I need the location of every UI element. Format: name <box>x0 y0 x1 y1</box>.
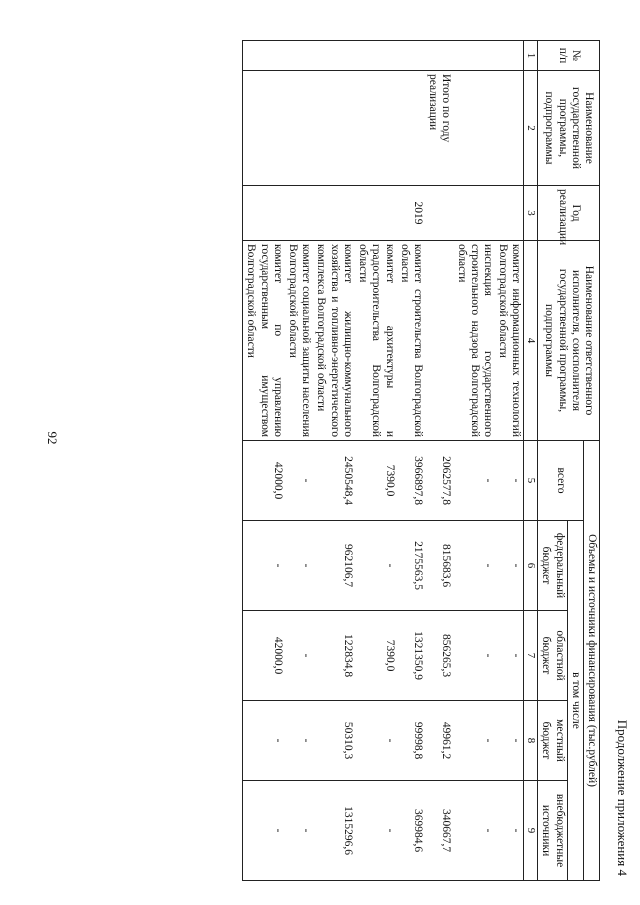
extrabudget-cell: - <box>495 781 524 881</box>
header-funding: Объемы и источники финансирования (тыс.рублей) <box>583 441 599 881</box>
executor-name-cell: комитет архитектуры и градостроительства Волгоградской области <box>355 241 397 441</box>
header-program: Наименование государственной программы, подпрограммы <box>538 71 600 186</box>
extrabudget-cell: 1315296,6 <box>313 781 355 881</box>
col-number: 2 <box>524 71 538 186</box>
executor-name-cell: комитет информационных технологий Волгоградской области <box>495 241 524 441</box>
program-cell: Итого по году реализации <box>425 71 453 186</box>
year-cell <box>285 186 313 241</box>
local-cell: - <box>285 701 313 781</box>
extrabudget-cell: 369984,6 <box>397 781 425 881</box>
executor-name-cell: комитет жилищно-коммунального хозяйства и топливно-энергетического комплекса Волгоградской области <box>313 241 355 441</box>
year-cell: 2019 <box>397 186 425 241</box>
col-number: 8 <box>524 701 538 781</box>
extrabudget-cell: 340667,7 <box>425 781 453 881</box>
executor-name-cell: комитет по управлению государственным имуществом Волгоградской области <box>243 241 285 441</box>
local-cell: 49961,2 <box>425 701 453 781</box>
col-number: 3 <box>524 186 538 241</box>
year-cell <box>243 186 285 241</box>
executor-name-cell: инспекция государственного строительного надзора Волгоградской области <box>453 241 495 441</box>
page-number: 92 <box>45 431 60 445</box>
year-cell <box>425 186 453 241</box>
header-extrabudget: внебюджетные источники <box>538 781 567 881</box>
program-cell <box>243 71 285 186</box>
row-number-cell <box>243 41 285 71</box>
federal-cell: 962106,7 <box>313 521 355 611</box>
table-row <box>355 41 397 881</box>
executor-name-cell: комитет строительства Волгоградской области <box>397 241 425 441</box>
total-cell: 3966897,8 <box>397 441 425 521</box>
program-cell <box>355 71 397 186</box>
program-cell <box>453 71 495 186</box>
federal-cell: 2175563,5 <box>397 521 425 611</box>
local-cell: 50310,3 <box>313 701 355 781</box>
row-number-cell <box>425 41 453 71</box>
program-cell <box>313 71 355 186</box>
rotated-page <box>40 40 630 880</box>
header-regional: областной бюджет <box>538 611 567 701</box>
executor-name-cell <box>425 241 453 441</box>
extrabudget-cell: - <box>355 781 397 881</box>
header-executor: Наименование ответственного исполнителя, соисполнителя государственной программы, подпрограммы <box>538 241 600 441</box>
federal-cell: 815683,6 <box>425 521 453 611</box>
total-cell: 2450548,4 <box>313 441 355 521</box>
federal-cell: - <box>495 521 524 611</box>
federal-cell: - <box>243 521 285 611</box>
table-row <box>313 41 355 881</box>
program-cell <box>285 71 313 186</box>
col-number: 4 <box>524 241 538 441</box>
total-cell: 42000,0 <box>243 441 285 521</box>
total-cell: - <box>495 441 524 521</box>
financing-table <box>242 40 600 881</box>
year-cell <box>355 186 397 241</box>
header-including: в том числе <box>567 521 583 881</box>
federal-cell: - <box>355 521 397 611</box>
regional-cell: - <box>495 611 524 701</box>
table-row <box>495 41 524 881</box>
total-cell: 7390,0 <box>355 441 397 521</box>
table-row <box>425 41 453 881</box>
header-num: № п/п <box>538 41 600 71</box>
caption: Продолжение приложения 4 <box>615 719 630 876</box>
year-cell <box>453 186 495 241</box>
local-cell: - <box>453 701 495 781</box>
total-cell: - <box>285 441 313 521</box>
year-cell <box>313 186 355 241</box>
program-cell <box>495 71 524 186</box>
regional-cell: 42000,0 <box>243 611 285 701</box>
header-federal: федеральный бюджет <box>538 521 567 611</box>
regional-cell: - <box>453 611 495 701</box>
col-number: 1 <box>524 41 538 71</box>
year-cell <box>495 186 524 241</box>
total-cell: - <box>453 441 495 521</box>
row-number-cell <box>397 41 425 71</box>
extrabudget-cell: - <box>243 781 285 881</box>
row-number-cell <box>495 41 524 71</box>
row-number-cell <box>355 41 397 71</box>
table-row <box>397 41 425 881</box>
regional-cell: 122834,8 <box>313 611 355 701</box>
row-number-cell <box>453 41 495 71</box>
extrabudget-cell: - <box>453 781 495 881</box>
federal-cell: - <box>285 521 313 611</box>
regional-cell: - <box>285 611 313 701</box>
header-total: всего <box>538 441 584 521</box>
total-cell: 2062577,8 <box>425 441 453 521</box>
table-row <box>285 41 313 881</box>
header-local: местный бюджет <box>538 701 567 781</box>
program-cell <box>397 71 425 186</box>
col-number: 7 <box>524 611 538 701</box>
table-row <box>453 41 495 881</box>
header-year: Год реализации <box>538 186 600 241</box>
col-number: 9 <box>524 781 538 881</box>
table-row <box>243 41 285 881</box>
local-cell: - <box>243 701 285 781</box>
extrabudget-cell: - <box>285 781 313 881</box>
local-cell: - <box>355 701 397 781</box>
regional-cell: 1321350,9 <box>397 611 425 701</box>
row-number-cell <box>285 41 313 71</box>
executor-name-cell: комитет социальной защиты населения Волгоградской области <box>285 241 313 441</box>
regional-cell: 856265,3 <box>425 611 453 701</box>
col-number: 5 <box>524 441 538 521</box>
col-number: 6 <box>524 521 538 611</box>
regional-cell: 7390,0 <box>355 611 397 701</box>
federal-cell: - <box>453 521 495 611</box>
row-number-cell <box>313 41 355 71</box>
local-cell: - <box>495 701 524 781</box>
local-cell: 99998,8 <box>397 701 425 781</box>
